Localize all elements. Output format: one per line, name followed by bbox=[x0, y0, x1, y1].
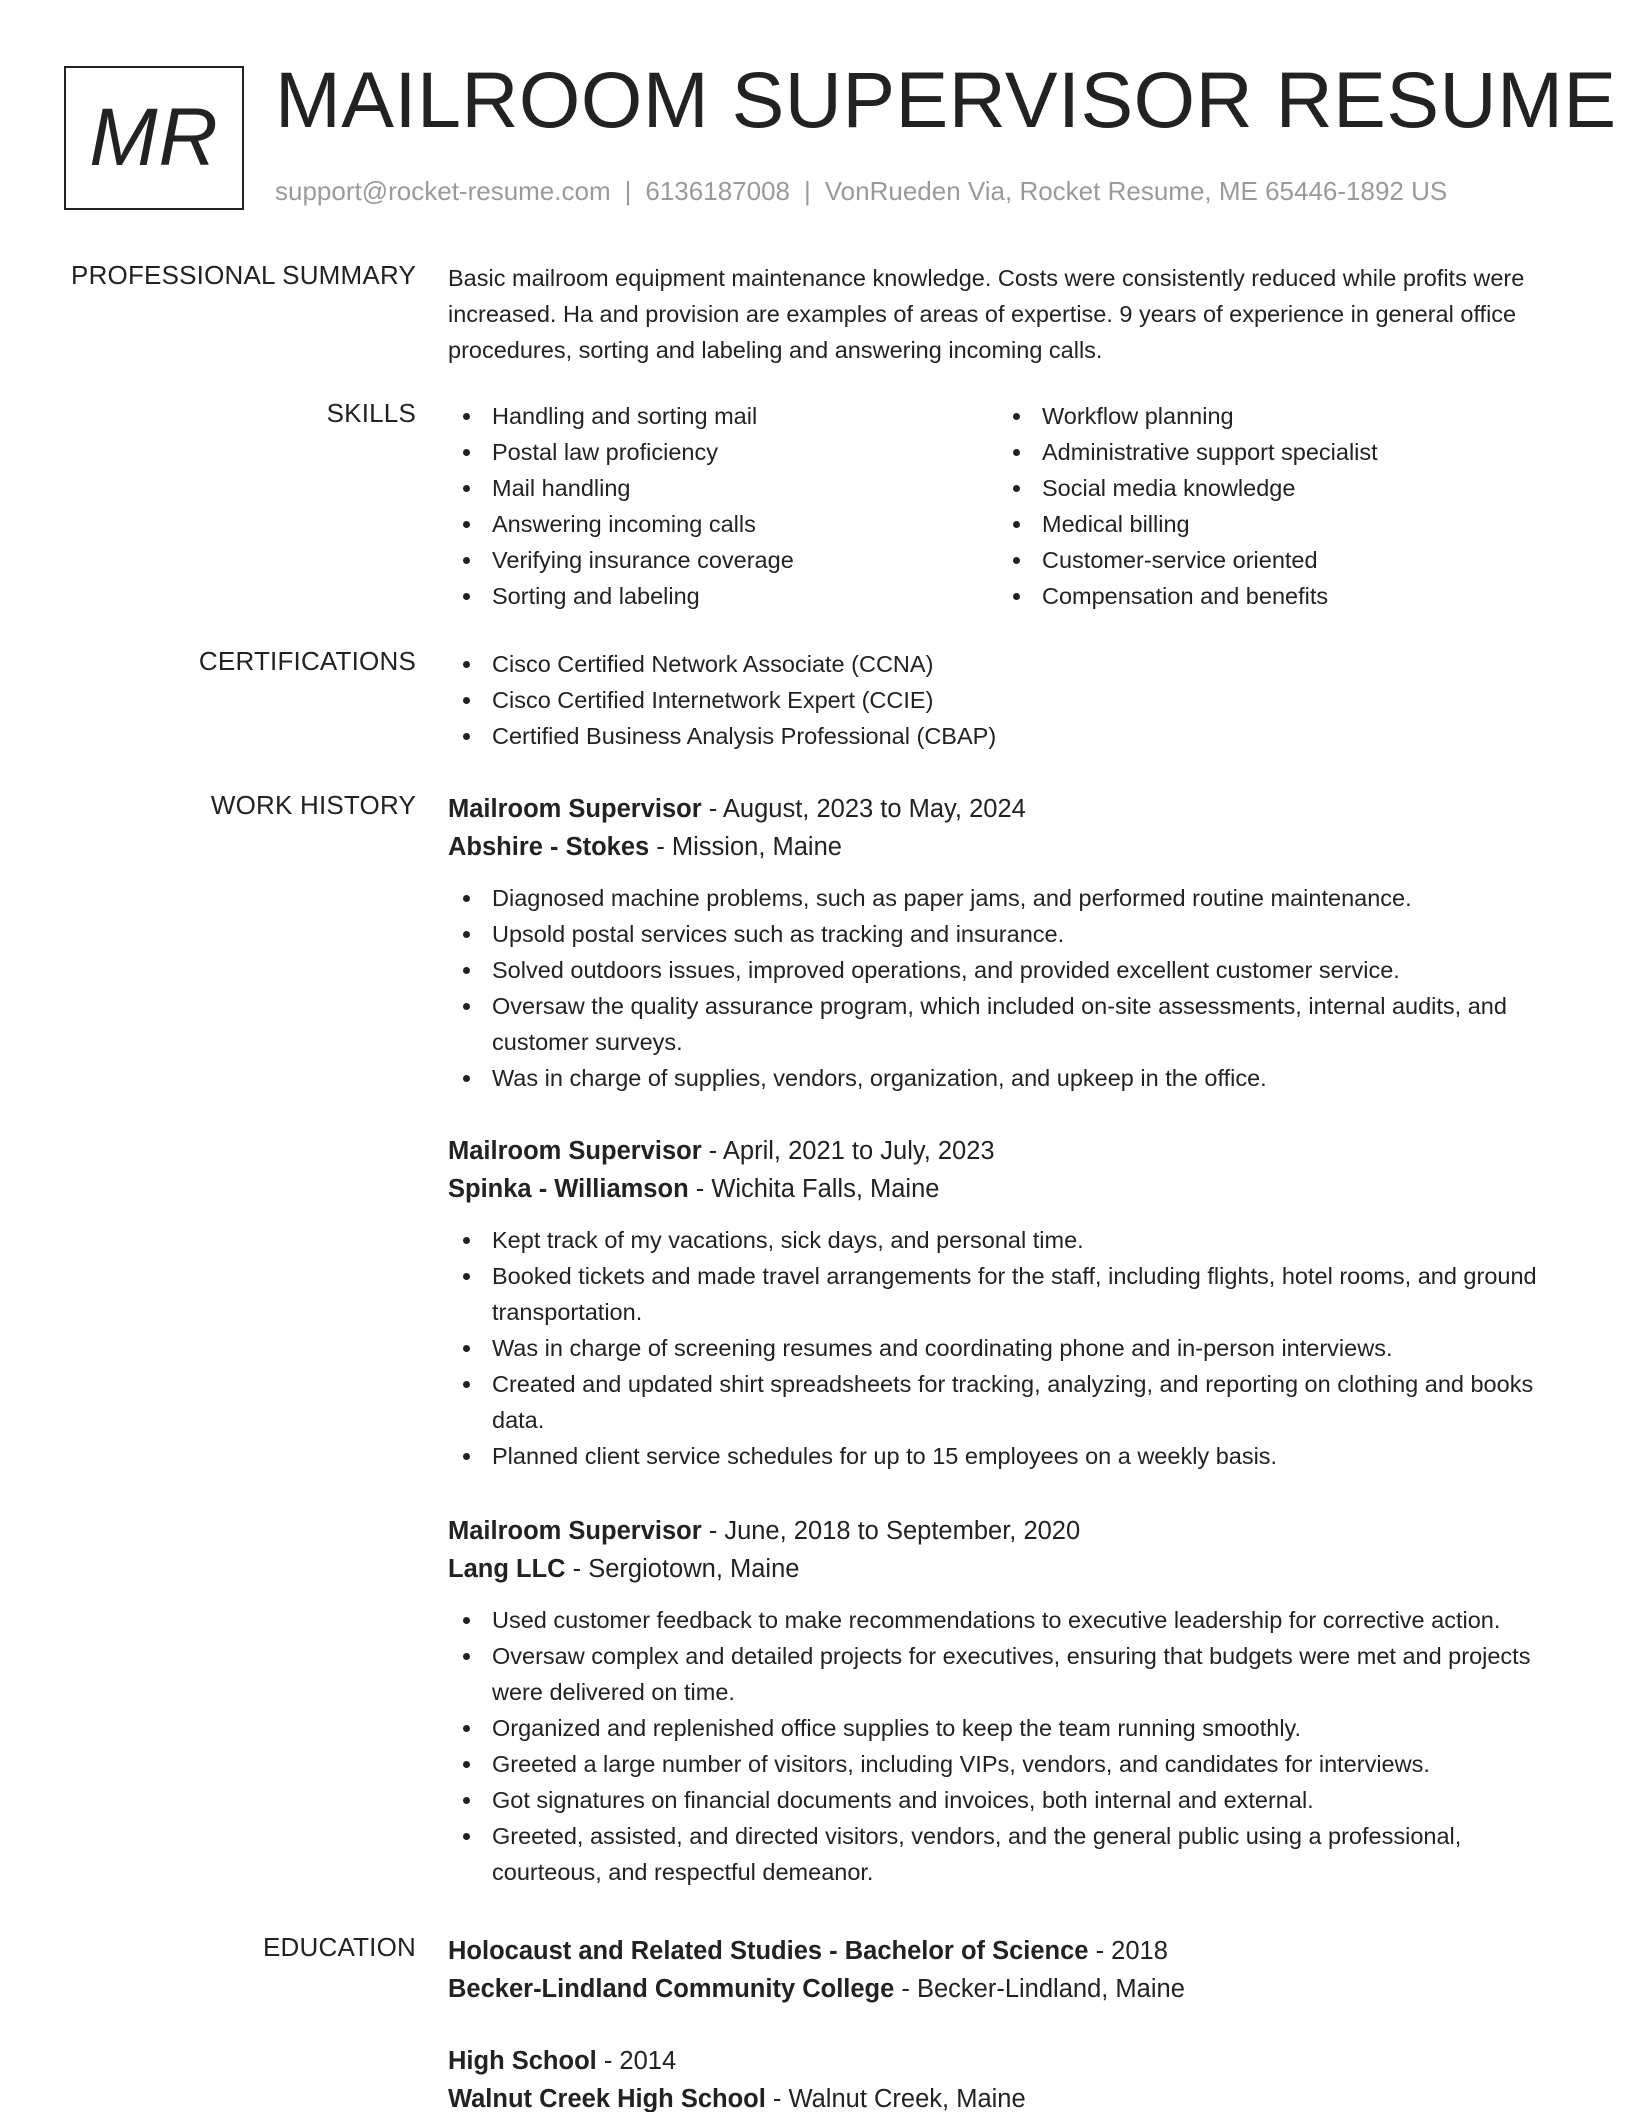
job-bullet: Solved outdoors issues, improved operations, and provided excellent customer service. bbox=[448, 952, 1568, 988]
skill-item: Social media knowledge bbox=[998, 470, 1548, 506]
skills-grid bbox=[448, 398, 1568, 614]
job-bullet: Organized and replenished office supplies to keep the team running smoothly. bbox=[448, 1710, 1568, 1746]
section-label: EDUCATION bbox=[263, 1932, 416, 1962]
monogram-box bbox=[64, 66, 244, 210]
certification-item: Cisco Certified Internetwork Expert (CCIE) bbox=[448, 682, 1568, 718]
contact-separator: | bbox=[624, 176, 632, 206]
degree-year: - 2014 bbox=[596, 2047, 677, 2075]
job-title: Mailroom Supervisor bbox=[448, 1137, 702, 1165]
contact-email: support@rocket-resume.com bbox=[275, 176, 611, 206]
job-bullet: Greeted, assisted, and directed visitors, vendors, and the general public using a professional, courteous, and respectful demeanor. bbox=[448, 1818, 1568, 1890]
skill-item: Customer-service oriented bbox=[998, 542, 1548, 578]
summary-text: Basic mailroom equipment maintenance knowledge. Costs were consistently reduced while profits were increased. Ha and provision are examples of areas of expertise. 9 years of experience in general office procedures, sorting and labeling and answering incoming calls. bbox=[448, 265, 1525, 363]
degree: Holocaust and Related Studies - Bachelor of Science bbox=[448, 1937, 1089, 1965]
job-bullets bbox=[448, 1602, 1568, 1890]
job-location: - Wichita Falls, Maine bbox=[688, 1175, 940, 1203]
skills-list-left bbox=[448, 398, 998, 614]
job-title-line bbox=[448, 1132, 1568, 1170]
school-location: - Walnut Creek, Maine bbox=[765, 2085, 1026, 2112]
job-title-line bbox=[448, 790, 1568, 828]
certifications-list bbox=[448, 646, 1568, 754]
job-title: Mailroom Supervisor bbox=[448, 795, 702, 823]
job-bullet: Oversaw complex and detailed projects for executives, ensuring that budgets were met and projects were delivered on time. bbox=[448, 1638, 1568, 1710]
job-company-line bbox=[448, 1170, 1568, 1208]
job-entry bbox=[448, 1132, 1568, 1474]
job-company-line bbox=[448, 828, 1568, 866]
contact-address: VonRueden Via, Rocket Resume, ME 65446-1892 US bbox=[824, 176, 1448, 206]
job-bullet: Upsold postal services such as tracking and insurance. bbox=[448, 916, 1568, 952]
school-location: - Becker-Lindland, Maine bbox=[894, 1975, 1185, 2003]
section-label: WORK HISTORY bbox=[210, 790, 416, 820]
degree-year: - 2018 bbox=[1088, 1937, 1168, 1965]
job-dates: - August, 2023 to May, 2024 bbox=[701, 795, 1026, 823]
job-company: Spinka - Williamson bbox=[448, 1175, 689, 1203]
job-dates: - June, 2018 to September, 2020 bbox=[701, 1517, 1081, 1545]
skill-item: Verifying insurance coverage bbox=[448, 542, 998, 578]
degree: High School bbox=[448, 2047, 597, 2075]
education-entry bbox=[448, 2042, 1568, 2112]
job-bullet: Was in charge of screening resumes and coordinating phone and in-person interviews. bbox=[448, 1330, 1568, 1366]
skill-item: Answering incoming calls bbox=[448, 506, 998, 542]
job-bullet: Oversaw the quality assurance program, which included on-site assessments, internal audits, and customer surveys. bbox=[448, 988, 1568, 1060]
skill-item: Handling and sorting mail bbox=[448, 398, 998, 434]
school: Becker-Lindland Community College bbox=[448, 1975, 895, 2003]
contact-phone: 6136187008 bbox=[645, 176, 790, 206]
section-label: SKILLS bbox=[326, 398, 416, 428]
page-title: MAILROOM SUPERVISOR RESUME bbox=[275, 55, 1617, 144]
school-line bbox=[448, 2080, 1568, 2112]
skill-item: Sorting and labeling bbox=[448, 578, 998, 614]
skill-item: Postal law proficiency bbox=[448, 434, 998, 470]
job-company: Abshire - Stokes bbox=[448, 833, 650, 861]
job-title: Mailroom Supervisor bbox=[448, 1517, 702, 1545]
job-bullets bbox=[448, 880, 1568, 1096]
skill-item: Workflow planning bbox=[998, 398, 1548, 434]
job-company-line bbox=[448, 1550, 1568, 1588]
school-line bbox=[448, 1970, 1568, 2008]
job-title-line bbox=[448, 1512, 1568, 1550]
job-company: Lang LLC bbox=[448, 1555, 566, 1583]
section-label: CERTIFICATIONS bbox=[198, 646, 416, 676]
job-bullet: Created and updated shirt spreadsheets for tracking, analyzing, and reporting on clothing and books data. bbox=[448, 1366, 1568, 1438]
contact-separator: | bbox=[804, 176, 811, 206]
degree-line bbox=[448, 2042, 1568, 2080]
school: Walnut Creek High School bbox=[448, 2085, 766, 2112]
certification-item: Cisco Certified Network Associate (CCNA) bbox=[448, 646, 1568, 682]
skill-item: Mail handling bbox=[448, 470, 998, 506]
section-label: PROFESSIONAL SUMMARY bbox=[71, 260, 416, 290]
job-bullet: Planned client service schedules for up to 15 employees on a weekly basis. bbox=[448, 1438, 1568, 1474]
certification-item: Certified Business Analysis Professional (CBAP) bbox=[448, 718, 1568, 754]
job-bullet: Used customer feedback to make recommendations to executive leadership for corrective action. bbox=[448, 1602, 1568, 1638]
job-bullets bbox=[448, 1222, 1568, 1474]
job-bullet: Kept track of my vacations, sick days, and personal time. bbox=[448, 1222, 1568, 1258]
job-bullet: Got signatures on financial documents and invoices, both internal and external. bbox=[448, 1782, 1568, 1818]
skill-item: Medical billing bbox=[998, 506, 1548, 542]
contact-line bbox=[275, 176, 1447, 207]
skill-item: Compensation and benefits bbox=[998, 578, 1548, 614]
job-bullet: Greeted a large number of visitors, including VIPs, vendors, and candidates for interviews. bbox=[448, 1746, 1568, 1782]
job-location: - Mission, Maine bbox=[649, 833, 842, 861]
job-entry bbox=[448, 1512, 1568, 1890]
job-bullet: Booked tickets and made travel arrangements for the staff, including flights, hotel rooms, and ground transportation. bbox=[448, 1258, 1568, 1330]
monogram: MR bbox=[89, 92, 219, 183]
job-entry bbox=[448, 790, 1568, 1096]
job-bullet: Diagnosed machine problems, such as paper jams, and performed routine maintenance. bbox=[448, 880, 1568, 916]
degree-line bbox=[448, 1932, 1568, 1970]
job-dates: - April, 2021 to July, 2023 bbox=[701, 1137, 995, 1165]
education-entry bbox=[448, 1932, 1568, 2008]
job-bullet: Was in charge of supplies, vendors, organization, and upkeep in the office. bbox=[448, 1060, 1568, 1096]
skills-list-right bbox=[998, 398, 1548, 614]
job-location: - Sergiotown, Maine bbox=[565, 1555, 800, 1583]
skill-item: Administrative support specialist bbox=[998, 434, 1548, 470]
